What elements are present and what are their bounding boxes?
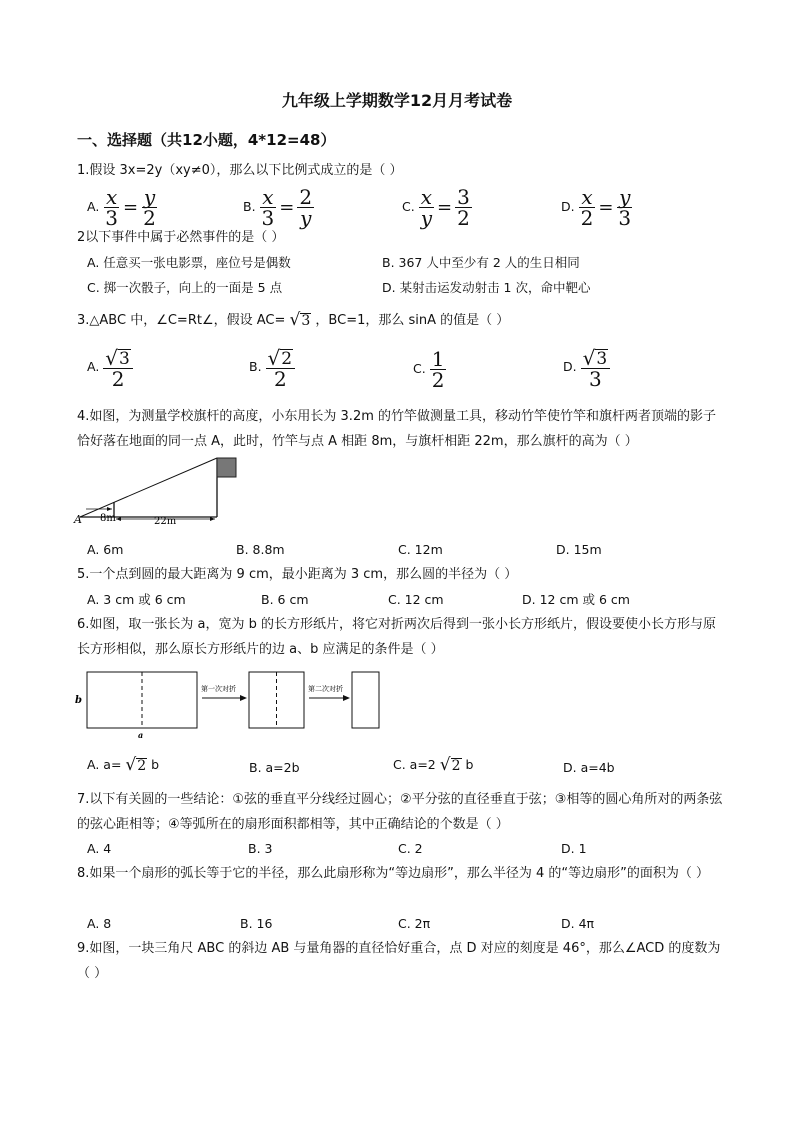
sqrt-expression [105,345,131,370]
fraction [616,187,633,228]
option-label: A. [87,358,100,374]
question-5-option-a[interactable]: A. 3 cm 或 6 cm [87,592,186,607]
question-7-option-a[interactable]: A. 4 [87,841,112,856]
numerator: x [420,185,432,209]
denominator: y [420,206,432,230]
question-4-stem: 4.如图，为测量学校旗杆的高度，小东用长为 3.2m 的竹竿做测量工具，移动竹竿使竹竿和旗杆两者顶端的影子恰好落在地面的同一点 A，此时，竹竿与点 A 相距 8m，与旗杆相距 22m，那么旗杆的高为（ ） [77,409,717,449]
question-2-option-c[interactable]: C. 掷一次骰子，向上的一面是 5 点 [87,280,283,295]
option-text: b [465,757,474,772]
side-b-label: b [75,695,82,706]
option-label: C. [413,361,426,376]
equals-sign: = [437,196,453,218]
denominator: 2 [431,368,445,392]
question-7-stem: 7.以下有关圆的一些结论：①弦的垂直平分线经过圆心；②平分弦的直径垂直于弦；③相等的圆心角所对的两条弦的弦心距相等；④等弧所在的扇形面积都相等，其中正确结论的个数是（ ） [77,792,723,832]
stem-text: 3.△ABC 中，∠C=Rt∠，假设 AC= [77,313,286,328]
radical-sign: √ [105,345,119,370]
fraction [103,346,133,389]
denominator: 3 [261,206,275,230]
question-1-option-b[interactable] [243,187,314,228]
denominator: y [300,206,312,230]
question-8-stem: 8.如果一个扇形的弧长等于它的半径，那么此扇形称为“等边扇形”，那么半径为 4 的“等边扇形”的面积为（ ） [77,866,710,881]
radical-sign: √ [125,755,137,775]
option-label: C. [402,199,415,214]
numerator [103,346,133,369]
page-title: 九年级上学期数学12月月考试卷 [281,91,513,110]
radicand: 3 [596,348,608,369]
radical-sign: √ [289,310,301,330]
question-5-option-d[interactable]: D. 12 cm 或 6 cm [522,592,630,607]
fraction [430,349,447,390]
question-8-option-b[interactable]: B. 16 [240,916,273,931]
option-label: B. [249,358,262,374]
question-3-option-a[interactable] [87,346,133,389]
distance-22m-label: 22m [154,516,177,527]
fraction [260,187,277,228]
question-3-option-c[interactable] [413,349,446,390]
quarter-rectangle [352,672,379,728]
option-text: b [151,757,160,772]
radicand: 3 [119,348,130,369]
question-2-stem: 2以下事件中属于必然事件的是（ ） [77,230,285,245]
question-5-option-b[interactable]: B. 6 cm [261,592,309,607]
fraction [141,187,158,228]
option-text: A. a= [87,757,122,772]
question-1-option-a[interactable] [87,187,158,228]
sqrt-expression [267,345,294,370]
question-9-stem: 9.如图，一块三角尺 ABC 的斜边 AB 与量角器的直径恰好重合，点 D 对应的刻度是 46°，那么∠ACD 的度数为（ ） [77,941,721,981]
numerator: 1 [431,347,445,371]
question-3-option-b[interactable] [249,346,295,389]
option-text: C. a=2 [393,757,436,772]
fraction [266,346,296,389]
flagpole-shadow-figure [72,452,242,532]
question-6-option-c[interactable] [393,756,473,774]
sqrt-expression [440,757,462,774]
radicand: 2 [137,758,147,774]
numerator [581,346,611,369]
denominator: 3 [589,366,602,391]
arrow-head [107,507,112,511]
denominator: 2 [273,366,287,391]
equals-sign: = [279,196,295,218]
radicand: 2 [451,758,461,774]
second-fold-label: 第二次对折 [308,685,343,693]
numerator: 3 [457,185,470,209]
question-4-option-c[interactable]: C. 12m [398,542,443,557]
denominator: 2 [143,206,156,230]
fraction [419,187,434,228]
radicand: 3 [301,313,311,329]
question-6-option-a[interactable] [87,756,159,774]
question-8-option-c[interactable]: C. 2π [398,916,431,931]
fraction [455,187,472,228]
option-label: B. [243,199,256,214]
arrow-head [343,695,350,701]
question-3-stem [77,308,727,333]
first-fold-label: 第一次对折 [201,685,236,693]
flag-rect [217,458,236,477]
arrow-head [240,695,247,701]
equals-sign: = [598,196,614,218]
sqrt-expression [125,757,147,774]
question-1-stem: 1.假设 3x=2y（xy≠0），那么以下比例式成立的是（ ） [77,163,403,178]
question-1-option-d[interactable] [561,187,633,228]
question-6-option-d[interactable]: D. a=4b [563,760,615,775]
question-5-option-c[interactable]: C. 12 cm [388,592,444,607]
question-4-option-d[interactable]: D. 15m [556,542,602,557]
sqrt-expression [582,345,609,370]
point-a-label: A [74,513,82,526]
distance-8m-label: 8m [100,513,116,524]
radical-sign: √ [582,345,596,370]
fraction [103,187,120,228]
denominator: 2 [111,366,125,391]
numerator: x [581,185,593,209]
numerator: y [619,185,631,209]
denominator: 2 [580,206,594,230]
question-6-stem: 6.如图，取一张长为 a，宽为 b 的长方形纸片，将它对折两次后得到一张小长方形纸片，假设要使小长方形与原长方形相似，那么原长方形纸片的边 a、b 应满足的条件是（ ） [77,617,717,657]
fraction [579,187,596,228]
side-a-label: a [138,730,144,740]
numerator [266,346,296,369]
option-label: D. [561,199,575,214]
question-8-option-a[interactable]: A. 8 [87,916,112,931]
question-2-option-b[interactable]: B. 367 人中至少有 2 人的生日相同 [382,255,580,270]
question-7-option-c[interactable]: C. 2 [398,841,423,856]
paper-folding-figure [72,668,392,740]
numerator: x [262,185,274,209]
option-label: D. [563,358,577,374]
shadow-ray-line [80,458,217,517]
denominator: 3 [618,206,632,230]
radical-sign: √ [439,755,451,775]
question-2-option-d[interactable]: D. 某射击运发动射击 1 次，命中靶心 [382,280,591,295]
numerator: x [106,185,118,209]
radical-sign: √ [267,345,281,370]
question-3-option-d[interactable] [563,346,610,389]
question-4-option-b[interactable]: B. 8.8m [236,542,285,557]
denominator: 2 [457,206,470,230]
numerator: y [143,185,156,209]
equals-sign: = [123,196,139,218]
question-5-stem: 5.一个点到圆的最大距离为 9 cm，最小距离为 3 cm，那么圆的半径为（ ） [77,567,518,582]
question-6-option-b[interactable]: B. a=2b [249,760,300,775]
option-label: A. [87,199,100,214]
radicand: 2 [281,348,293,369]
section-heading: 一、选择题（共12小题，4*12=48） [77,131,336,149]
question-7-option-b[interactable]: B. 3 [248,841,273,856]
question-4-option-a[interactable]: A. 6m [87,542,124,557]
sqrt-expression [290,312,312,329]
question-2-option-a[interactable]: A. 任意买一张电影票，座位号是偶数 [87,255,291,270]
numerator: 2 [299,185,313,209]
question-1-option-c[interactable] [402,187,472,228]
question-7-option-d[interactable]: D. 1 [561,841,587,856]
question-8-option-d[interactable]: D. 4π [561,916,595,931]
stem-text: ，BC=1，那么 sinA 的值是（ ） [315,313,510,328]
fraction [297,187,314,228]
denominator: 3 [105,206,119,230]
fraction [581,346,611,389]
